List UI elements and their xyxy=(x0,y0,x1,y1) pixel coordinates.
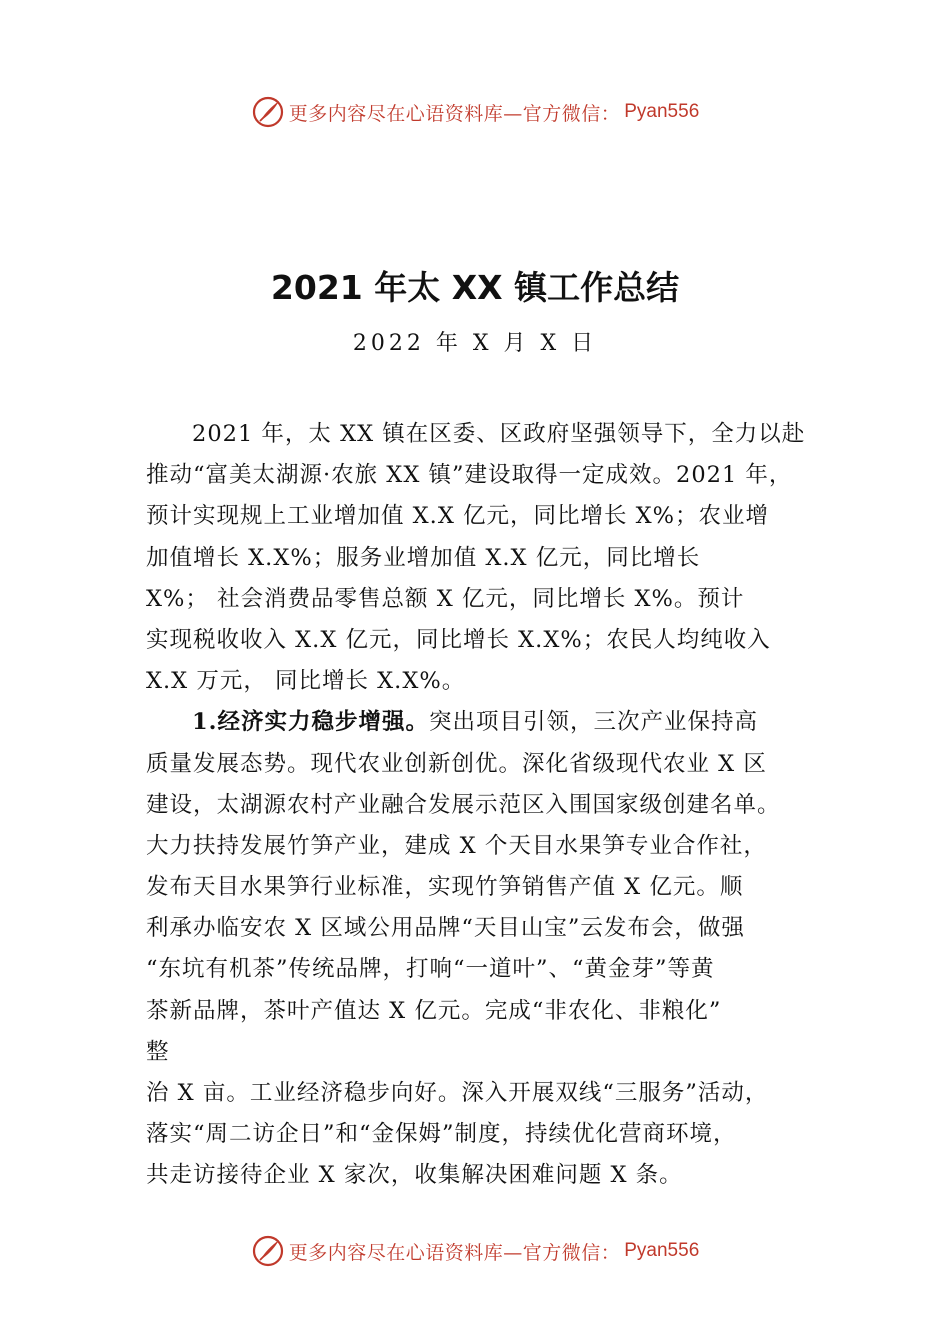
document-date: 2022 年 X 月 X 日 xyxy=(352,331,598,356)
watermark-wechat-id: Pyan556 xyxy=(624,101,700,122)
section-heading: 1.经济实力稳步增强。 xyxy=(192,709,429,736)
body-line: X%； 社会消费品零售总额 X 亿元，同比增长 X%。预计 xyxy=(146,585,745,612)
body-line: 利承办临安农 X 区域公用品牌“天目山宝”云发布会，做强 xyxy=(146,915,745,942)
body-line: 茶新品牌，茶叶产值达 X 亿元。完成“非农化、非粮化” xyxy=(146,997,722,1024)
body-line: “东坑有机茶”传统品牌，打响“一道叶”、“黄金芽”等黄 xyxy=(146,956,715,983)
section-heading-line xyxy=(146,702,822,743)
body-line: 2021 年，太 XX 镇在区委、区政府坚强领导下，全力以赴 xyxy=(192,421,806,447)
quill-seal-logo-icon xyxy=(251,1234,285,1268)
document-body xyxy=(146,414,822,1197)
watermark-wechat-id: Pyan556 xyxy=(624,1240,700,1261)
footer-watermark xyxy=(0,1234,950,1268)
body-line-text: 突出项目引领，三次产业保持高 xyxy=(429,709,759,736)
quill-seal-logo-icon xyxy=(251,95,285,129)
header-watermark xyxy=(0,95,950,129)
watermark-text: 更多内容尽在心语资料库—官方微信： xyxy=(288,102,621,125)
body-line: 共走访接待企业 X 家次，收集解决困难问题 X 条。 xyxy=(146,1162,683,1189)
body-line: 加值增长 X.X%；服务业增加值 X.X 亿元，同比增长 xyxy=(146,544,701,571)
body-line: 整 xyxy=(146,1038,170,1065)
body-line: 建设，太湖源农村产业融合发展示范区入围国家级创建名单。 xyxy=(146,791,781,818)
body-line: 大力扶持发展竹笋产业，建成 X 个天目水果笋专业合作社， xyxy=(146,832,767,859)
body-line: 实现税收收入 X.X 亿元，同比增长 X.X%；农民人均纯收入 xyxy=(146,626,771,653)
body-line: 推动“富美太湖源·农旅 XX 镇”建设取得一定成效。2021 年， xyxy=(146,462,793,489)
body-line: 发布天目水果笋行业标准，实现竹笋销售产值 X 亿元。顺 xyxy=(146,874,744,901)
body-line: X.X 万元， 同比增长 X.X%。 xyxy=(146,668,466,695)
body-line: 预计实现规上工业增加值 X.X 亿元，同比增长 X%；农业增 xyxy=(146,503,770,530)
body-line: 落实“周二访企日”和“金保姆”制度，持续优化营商环境， xyxy=(146,1121,737,1148)
watermark-text: 更多内容尽在心语资料库—官方微信： xyxy=(288,1241,621,1264)
body-line: 治 X 亩。工业经济稳步向好。深入开展双线“三服务”活动， xyxy=(146,1080,769,1106)
document-title: 2021 年太 XX 镇工作总结 xyxy=(270,268,680,307)
body-line: 质量发展态势。现代农业创新创优。深化省级现代农业 X 区 xyxy=(146,750,767,777)
